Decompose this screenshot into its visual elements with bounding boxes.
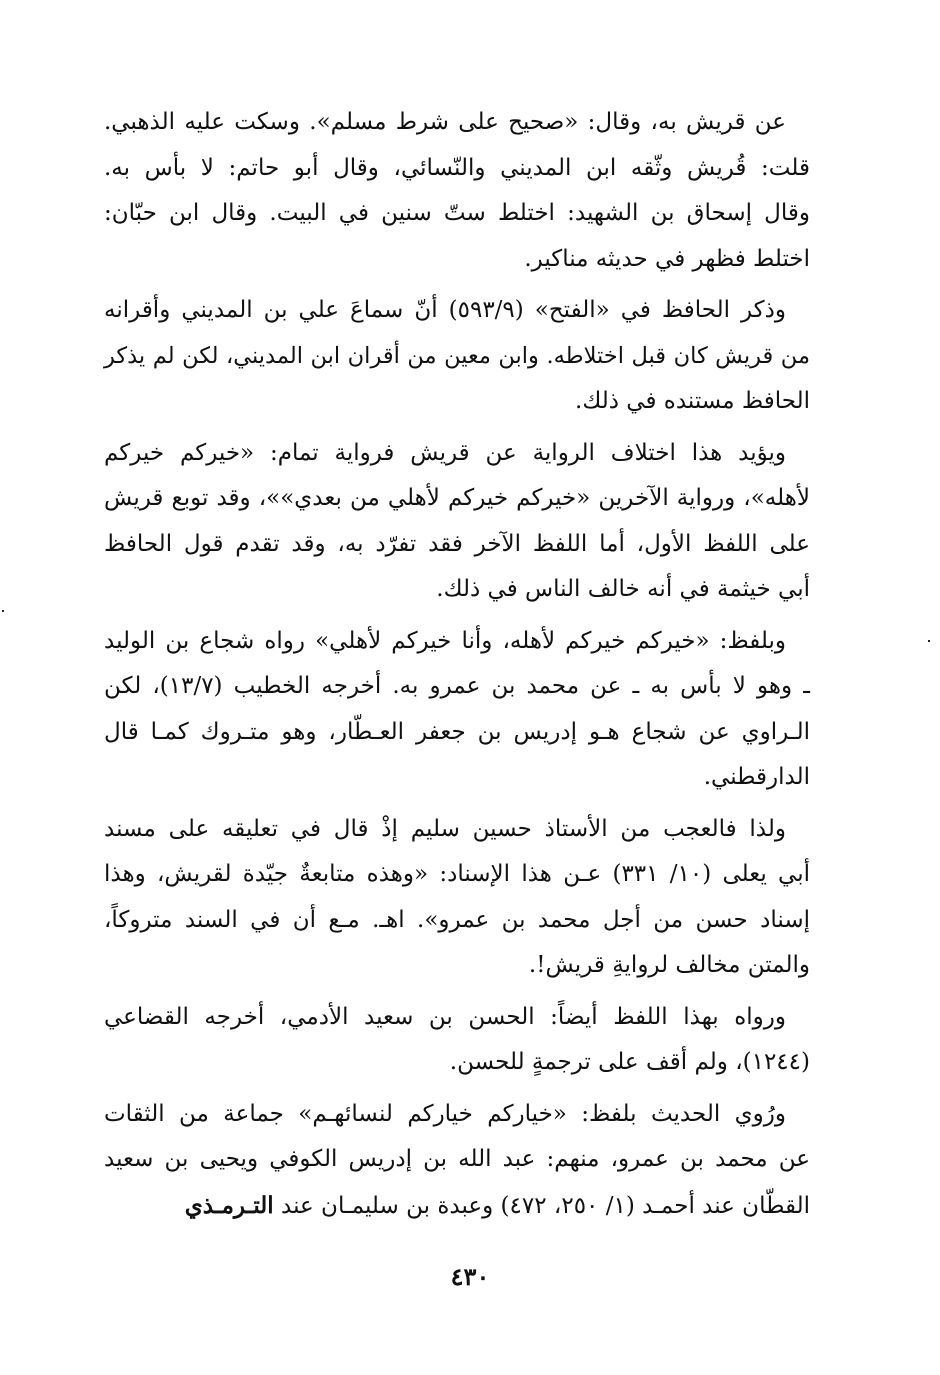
text-line: اختلط فظهر في حديثه مناكير. [524, 245, 810, 272]
page-number: ٤٣٠ [450, 1262, 490, 1291]
paragraph [104, 807, 810, 989]
paragraph [104, 995, 810, 1086]
text-line: (١٢٤٤)، ولم أقف على ترجمةٍ للحسن. [449, 1049, 810, 1075]
text-line: عن قريش به، وقال: «صحيح على شرط مسلم». وسكت عليه الذهبي. [104, 109, 786, 135]
paragraph [104, 619, 810, 801]
text-line: إسناد حسن من أجل محمد بن عمرو». اهـ. مـع أن في السند متروكاً، [104, 906, 810, 933]
text-line: والمتن مخالف لروايةِ قريش!. [528, 952, 810, 978]
text-line: القطّان عند أحمـد (١/ ٢٥٠، ٤٧٢) وعبدة بن سليمـان عند التـرمـذي [184, 1191, 810, 1219]
text-line: أبي خيثمة في أنه خالف الناس في ذلك. [436, 576, 810, 602]
text-line: لأهله»، ورواية الآخرين «خيركم خيركم لأهلي من بعدي»»، وقد توبع قريش [104, 485, 810, 511]
text-line: ويؤيد هذا اختلاف الرواية عن قريش فرواية تمام: «خيركم خيركم [104, 439, 786, 466]
text-line: وبلفظ: «خيركم خيركم لأهله، وأنا خيركم لأهلي» رواه شجاع بن الوليد [104, 627, 786, 654]
text-line: قلت: قُريش وثّقه ابن المديني والنّسائي، وقال أبو حاتم: لا بأس به. [104, 154, 810, 181]
scan-mark [2, 610, 4, 612]
paragraph [104, 431, 810, 613]
text-line: على اللفظ الأول، أما اللفظ الآخر فقد تفرّد به، وقد تقدم قول الحافظ [104, 530, 810, 557]
scan-mark [928, 640, 930, 642]
text-line: ورواه بهذا اللفظ أيضاً: الحسن بن سعيد الأدمي، أخرجه القضاعي [104, 1003, 786, 1030]
bold-word: التـرمـذي [184, 1191, 274, 1219]
paragraph [104, 288, 810, 425]
paragraph [104, 1092, 810, 1230]
text-line: عن محمد بن عمرو، منهم: عبد الله بن إدريس الكوفي ويحيى بن سعيد [104, 1146, 810, 1172]
page-text [104, 100, 810, 1235]
text-line: أبي يعلى (١٠/ ٣٣١) عـن هذا الإسناد: «وهذه متابعةٌ جيّدة لقريش، وهذا [104, 861, 811, 887]
text-line: ورُوي الحديث بلفظ: «خياركم خياركم لنسائهـم» جماعة من الثقات [104, 1100, 786, 1127]
text-line: من قريش كان قبل اختلاطه. وابن معين من أقران ابن المديني، لكن لم يذكر [104, 342, 810, 369]
text-line: وقال إسحاق بن الشهيد: اختلط ستّ سنين في البيت. وقال ابن حبّان: [104, 200, 810, 226]
text-line: وذكر الحافظ في «الفتح» (٥٩٣/٩) أنّ سماعَ علي بن المديني وأقرانه [104, 297, 786, 323]
text-line: الدارقطني. [703, 764, 810, 790]
text-line: ـ وهو لا بأس به ـ عن محمد بن عمرو به. أخرجه الخطيب (١٣/٧)، لكن [104, 673, 810, 699]
text-line: ولذا فالعجب من الأستاذ حسين سليم إذْ قال في تعليقه على مسند [104, 815, 786, 842]
text-line: الحافظ مستنده في ذلك. [575, 388, 810, 414]
text-line: الـراوي عن شجاع هـو إدريس بن جعفر العـطّار، وهو متـروك كمـا قال [104, 718, 810, 745]
paragraph [104, 100, 810, 282]
